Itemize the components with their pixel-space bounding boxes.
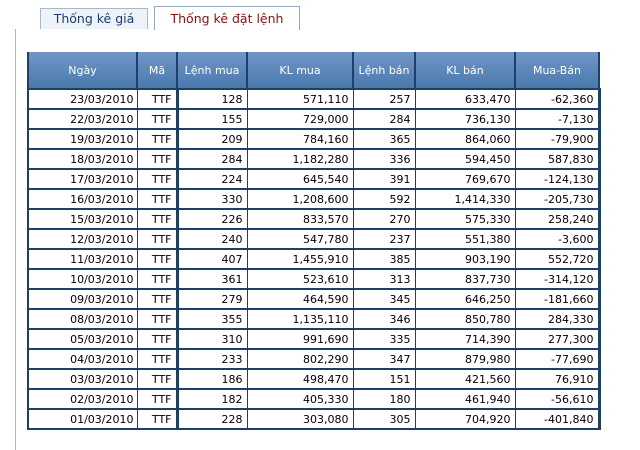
buy-minus-sell-cell: 284,330 xyxy=(515,309,599,329)
col-header-sell-orders[interactable]: Lệnh bán xyxy=(353,52,415,89)
code-cell: TTF xyxy=(137,249,177,269)
table-row xyxy=(28,269,599,289)
code-cell: TTF xyxy=(137,409,177,429)
buy-volume-cell: 1,208,600 xyxy=(247,189,353,209)
sell-orders-cell: 336 xyxy=(353,149,415,169)
col-header-buy-volume[interactable]: KL mua xyxy=(247,52,353,89)
buy-minus-sell-cell: -7,130 xyxy=(515,109,599,129)
code-cell: TTF xyxy=(137,349,177,369)
code-cell: TTF xyxy=(137,109,177,129)
sell-orders-cell: 237 xyxy=(353,229,415,249)
buy-minus-sell-cell: 587,830 xyxy=(515,149,599,169)
buy-orders-cell: 228 xyxy=(177,409,247,429)
date-cell: 22/03/2010 xyxy=(28,109,137,129)
buy-orders-cell: 361 xyxy=(177,269,247,289)
sell-orders-cell: 151 xyxy=(353,369,415,389)
sell-volume-cell: 837,730 xyxy=(415,269,515,289)
date-cell: 02/03/2010 xyxy=(28,389,137,409)
col-header-sell-volume[interactable]: KL bán xyxy=(415,52,515,89)
buy-volume-cell: 1,455,910 xyxy=(247,249,353,269)
buy-volume-cell: 547,780 xyxy=(247,229,353,249)
buy-orders-cell: 279 xyxy=(177,289,247,309)
sell-orders-cell: 284 xyxy=(353,109,415,129)
buy-volume-cell: 1,182,280 xyxy=(247,149,353,169)
table-row xyxy=(28,409,599,429)
buy-minus-sell-cell: 258,240 xyxy=(515,209,599,229)
code-cell: TTF xyxy=(137,369,177,389)
buy-orders-cell: 330 xyxy=(177,189,247,209)
buy-volume-cell: 523,610 xyxy=(247,269,353,289)
code-cell: TTF xyxy=(137,129,177,149)
buy-minus-sell-cell: -79,900 xyxy=(515,129,599,149)
sell-orders-cell: 180 xyxy=(353,389,415,409)
buy-minus-sell-cell: 552,720 xyxy=(515,249,599,269)
sell-orders-cell: 592 xyxy=(353,189,415,209)
date-cell: 12/03/2010 xyxy=(28,229,137,249)
table-row xyxy=(28,249,599,269)
code-cell: TTF xyxy=(137,309,177,329)
buy-volume-cell: 784,160 xyxy=(247,129,353,149)
sell-volume-cell: 1,414,330 xyxy=(415,189,515,209)
buy-minus-sell-cell: -3,600 xyxy=(515,229,599,249)
sell-volume-cell: 594,450 xyxy=(415,149,515,169)
sell-volume-cell: 736,130 xyxy=(415,109,515,129)
buy-orders-cell: 209 xyxy=(177,129,247,149)
col-header-buy-orders[interactable]: Lệnh mua xyxy=(177,52,247,89)
code-cell: TTF xyxy=(137,329,177,349)
buy-orders-cell: 407 xyxy=(177,249,247,269)
code-cell: TTF xyxy=(137,169,177,189)
sell-volume-cell: 461,940 xyxy=(415,389,515,409)
sell-orders-cell: 391 xyxy=(353,169,415,189)
table-row xyxy=(28,329,599,349)
buy-orders-cell: 224 xyxy=(177,169,247,189)
buy-orders-cell: 240 xyxy=(177,229,247,249)
date-cell: 03/03/2010 xyxy=(28,369,137,389)
date-cell: 18/03/2010 xyxy=(28,149,137,169)
buy-orders-cell: 128 xyxy=(177,89,247,109)
code-cell: TTF xyxy=(137,89,177,109)
date-cell: 16/03/2010 xyxy=(28,189,137,209)
sell-orders-cell: 257 xyxy=(353,89,415,109)
code-cell: TTF xyxy=(137,289,177,309)
buy-minus-sell-cell: -314,120 xyxy=(515,269,599,289)
buy-volume-cell: 405,330 xyxy=(247,389,353,409)
table-row xyxy=(28,369,599,389)
sell-volume-cell: 633,470 xyxy=(415,89,515,109)
buy-volume-cell: 498,470 xyxy=(247,369,353,389)
order-statistics-panel xyxy=(15,29,640,450)
buy-orders-cell: 284 xyxy=(177,149,247,169)
sell-orders-cell: 335 xyxy=(353,329,415,349)
table-row xyxy=(28,189,599,209)
buy-volume-cell: 802,290 xyxy=(247,349,353,369)
table-row xyxy=(28,289,599,309)
table-row xyxy=(28,389,599,409)
date-cell: 04/03/2010 xyxy=(28,349,137,369)
order-statistics-table xyxy=(27,52,601,430)
date-cell: 08/03/2010 xyxy=(28,309,137,329)
sell-volume-cell: 551,380 xyxy=(415,229,515,249)
buy-volume-cell: 833,570 xyxy=(247,209,353,229)
buy-orders-cell: 310 xyxy=(177,329,247,349)
buy-minus-sell-cell: -401,840 xyxy=(515,409,599,429)
sell-volume-cell: 421,560 xyxy=(415,369,515,389)
table-row xyxy=(28,129,599,149)
sell-volume-cell: 769,670 xyxy=(415,169,515,189)
date-cell: 09/03/2010 xyxy=(28,289,137,309)
date-cell: 15/03/2010 xyxy=(28,209,137,229)
buy-orders-cell: 226 xyxy=(177,209,247,229)
buy-minus-sell-cell: -77,690 xyxy=(515,349,599,369)
code-cell: TTF xyxy=(137,209,177,229)
buy-minus-sell-cell: -181,660 xyxy=(515,289,599,309)
sell-volume-cell: 850,780 xyxy=(415,309,515,329)
buy-volume-cell: 991,690 xyxy=(247,329,353,349)
sell-orders-cell: 365 xyxy=(353,129,415,149)
buy-orders-cell: 355 xyxy=(177,309,247,329)
tab-order-statistics[interactable]: Thống kê đặt lệnh xyxy=(154,6,300,30)
date-cell: 05/03/2010 xyxy=(28,329,137,349)
sell-volume-cell: 646,250 xyxy=(415,289,515,309)
sell-volume-cell: 704,920 xyxy=(415,409,515,429)
code-cell: TTF xyxy=(137,149,177,169)
buy-minus-sell-cell: -56,610 xyxy=(515,389,599,409)
col-header-code[interactable]: Mã xyxy=(137,52,177,89)
buy-orders-cell: 233 xyxy=(177,349,247,369)
sell-orders-cell: 385 xyxy=(353,249,415,269)
buy-minus-sell-cell: -205,730 xyxy=(515,189,599,209)
date-cell: 01/03/2010 xyxy=(28,409,137,429)
sell-orders-cell: 347 xyxy=(353,349,415,369)
buy-volume-cell: 571,110 xyxy=(247,89,353,109)
sell-volume-cell: 714,390 xyxy=(415,329,515,349)
table-row xyxy=(28,209,599,229)
code-cell: TTF xyxy=(137,189,177,209)
buy-orders-cell: 182 xyxy=(177,389,247,409)
sell-orders-cell: 313 xyxy=(353,269,415,289)
buy-orders-cell: 186 xyxy=(177,369,247,389)
date-cell: 23/03/2010 xyxy=(28,89,137,109)
table-row xyxy=(28,309,599,329)
buy-volume-cell: 729,000 xyxy=(247,109,353,129)
table-row xyxy=(28,149,599,169)
code-cell: TTF xyxy=(137,229,177,249)
buy-volume-cell: 1,135,110 xyxy=(247,309,353,329)
buy-minus-sell-cell: 76,910 xyxy=(515,369,599,389)
buy-volume-cell: 303,080 xyxy=(247,409,353,429)
code-cell: TTF xyxy=(137,269,177,289)
buy-orders-cell: 155 xyxy=(177,109,247,129)
buy-minus-sell-cell: 277,300 xyxy=(515,329,599,349)
sell-volume-cell: 879,980 xyxy=(415,349,515,369)
date-cell: 10/03/2010 xyxy=(28,269,137,289)
table-body xyxy=(28,89,599,429)
sell-volume-cell: 575,330 xyxy=(415,209,515,229)
date-cell: 19/03/2010 xyxy=(28,129,137,149)
tab-price-statistics[interactable]: Thống kê giá xyxy=(40,8,148,29)
buy-volume-cell: 464,590 xyxy=(247,289,353,309)
code-cell: TTF xyxy=(137,389,177,409)
buy-minus-sell-cell: -124,130 xyxy=(515,169,599,189)
buy-minus-sell-cell: -62,360 xyxy=(515,89,599,109)
col-header-buy-minus-sell[interactable]: Mua-Bán xyxy=(515,52,599,89)
date-cell: 17/03/2010 xyxy=(28,169,137,189)
tab-bar xyxy=(0,0,640,30)
col-header-date[interactable]: Ngày xyxy=(28,52,137,89)
buy-volume-cell: 645,540 xyxy=(247,169,353,189)
sell-orders-cell: 345 xyxy=(353,289,415,309)
sell-orders-cell: 270 xyxy=(353,209,415,229)
table-header-row xyxy=(28,52,599,89)
sell-orders-cell: 305 xyxy=(353,409,415,429)
table-row xyxy=(28,349,599,369)
sell-volume-cell: 864,060 xyxy=(415,129,515,149)
sell-volume-cell: 903,190 xyxy=(415,249,515,269)
sell-orders-cell: 346 xyxy=(353,309,415,329)
table-row xyxy=(28,169,599,189)
date-cell: 11/03/2010 xyxy=(28,249,137,269)
table-row xyxy=(28,109,599,129)
table-row xyxy=(28,89,599,109)
table-row xyxy=(28,229,599,249)
